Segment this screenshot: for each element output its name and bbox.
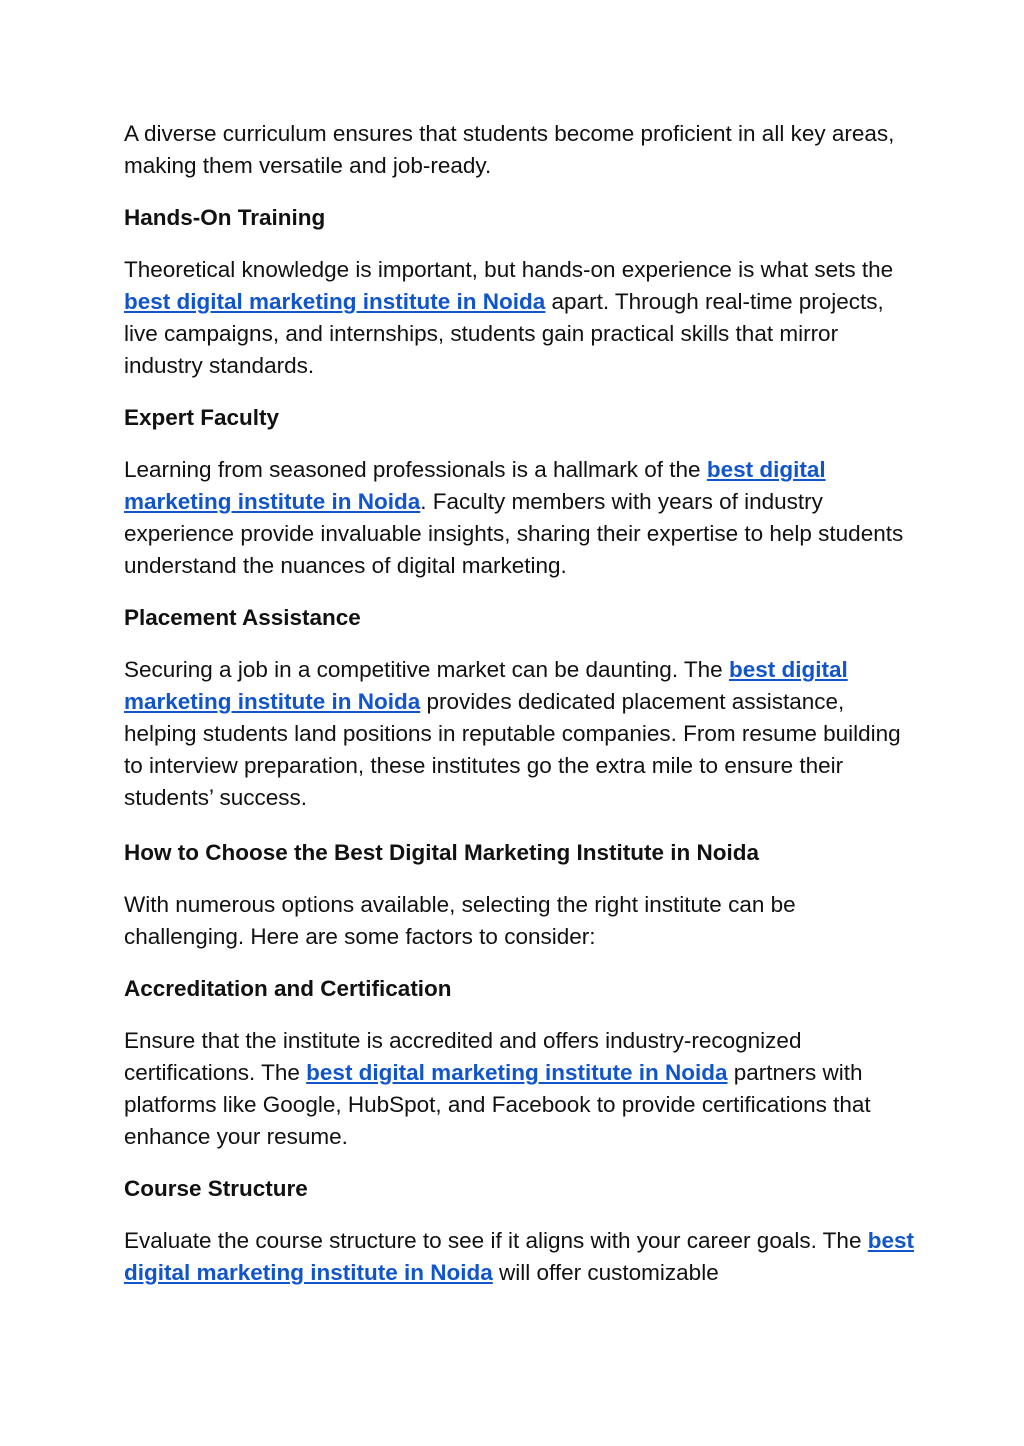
spacer <box>124 953 914 973</box>
spacer <box>124 814 914 837</box>
paragraph-text: partners with platforms like Google, HubSpot, and Facebook to provide certifications that enhance your resume. <box>124 1060 871 1149</box>
section-heading: Course Structure <box>124 1176 308 1201</box>
paragraph-text: Learning from seasoned professionals is a hallmark of the <box>124 457 707 482</box>
document-page <box>124 118 914 1289</box>
paragraph-text: apart. Through real-time projects, live campaigns, and internships, students gain practical skills that mirror industry standards. <box>124 289 884 378</box>
paragraph-text: Securing a job in a competitive market can be daunting. The <box>124 657 729 682</box>
body-paragraph <box>124 654 914 814</box>
paragraph-text: Evaluate the course structure to see if it aligns with your career goals. The <box>124 1228 868 1253</box>
body-paragraph <box>124 1025 914 1153</box>
body-paragraph <box>124 454 914 582</box>
section-heading: How to Choose the Best Digital Marketing Institute in Noida <box>124 840 760 865</box>
spacer <box>124 1205 914 1225</box>
spacer <box>124 869 914 889</box>
spacer <box>124 182 914 202</box>
institute-link[interactable]: best digital marketing institute in Noida <box>124 1228 914 1285</box>
spacer <box>124 1153 914 1173</box>
paragraph-text: A diverse curriculum ensures that students become proficient in all key areas, making them versatile and job-ready. <box>124 121 895 178</box>
institute-link[interactable]: best digital marketing institute in Noida <box>124 457 826 514</box>
paragraph-text: With numerous options available, selecting the right institute can be challenging. Here are some factors to consider: <box>124 892 796 949</box>
section-heading: Hands-On Training <box>124 205 326 230</box>
body-paragraph <box>124 118 914 182</box>
paragraph-text: . Faculty members with years of industry experience provide invaluable insights, sharing their expertise to help students understand the nuances of digital marketing. <box>124 489 904 578</box>
paragraph-text: Theoretical knowledge is important, but hands-on experience is what sets the <box>124 257 894 282</box>
institute-link[interactable]: best digital marketing institute in Noida <box>124 289 546 314</box>
paragraph-text: Ensure that the institute is accredited and offers industry-recognized certifications. The <box>124 1028 802 1085</box>
spacer <box>124 1005 914 1025</box>
section-heading: Expert Faculty <box>124 405 280 430</box>
institute-link[interactable]: best digital marketing institute in Noida <box>306 1060 728 1085</box>
institute-link[interactable]: best digital marketing institute in Noida <box>124 657 848 714</box>
spacer <box>124 234 914 254</box>
body-paragraph <box>124 889 914 953</box>
paragraph-text: will offer customizable <box>492 1260 719 1285</box>
section-heading: Placement Assistance <box>124 605 361 630</box>
spacer <box>124 382 914 402</box>
section-heading: Accreditation and Certification <box>124 976 452 1001</box>
body-paragraph <box>124 1225 914 1289</box>
spacer <box>124 634 914 654</box>
spacer <box>124 582 914 602</box>
spacer <box>124 434 914 454</box>
body-paragraph <box>124 254 914 382</box>
paragraph-text: provides dedicated placement assistance, helping students land positions in reputable companies. From resume building to interview preparation, these institutes go the extra mile to ensure their students’ success. <box>124 689 901 810</box>
